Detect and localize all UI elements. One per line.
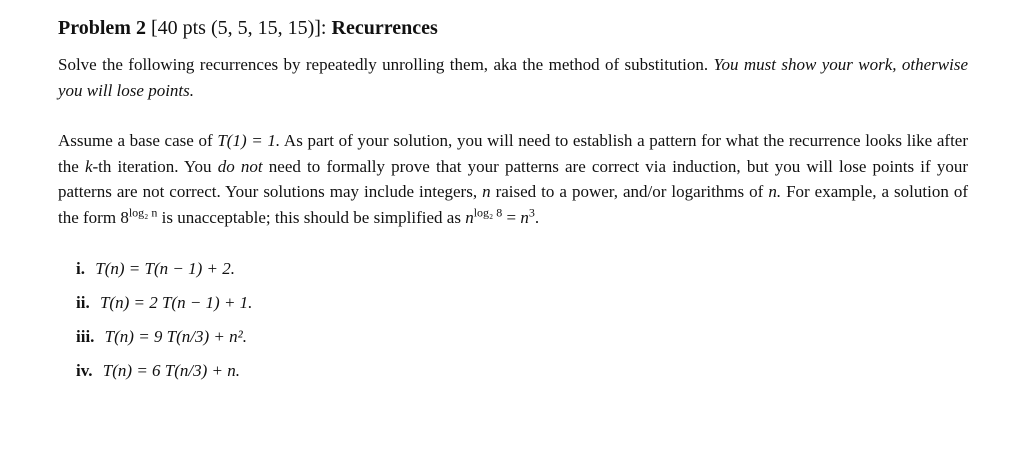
instructions-part2: As part of your solution, you will need to establish a pattern for what the recurrence looks like after the <box>58 131 969 176</box>
recurrence-equation: T(n) = 6 T(n/3) + n. <box>102 361 241 380</box>
good-form-exponent: log₂ 8 <box>473 204 503 219</box>
n-variable: n <box>482 182 491 201</box>
recurrence-item <box>76 286 968 320</box>
bad-form-base: 8 <box>120 207 129 227</box>
intro-text: Solve the following recurrences by repeatedly unrolling them, aka the method of substitution. <box>58 55 709 74</box>
instructions-part1: Assume a base case of <box>58 131 213 150</box>
recurrence-item <box>76 354 968 388</box>
problem-label: Problem 2 <box>58 17 146 39</box>
recurrence-number: i. <box>76 259 85 278</box>
problem-document <box>58 10 968 388</box>
instructions-part6: For example, a solution of the form <box>58 182 968 227</box>
k-variable: k <box>84 156 93 176</box>
problem-heading <box>58 10 968 46</box>
recurrence-number: ii. <box>76 293 90 312</box>
bad-form-expression <box>120 204 158 227</box>
recurrence-equation: T(n) = 2 T(n − 1) + 1. <box>99 293 253 312</box>
n-variable-2: n. <box>768 182 782 201</box>
base-case: T(1) = 1. <box>217 131 281 150</box>
problem-title: Recurrences <box>331 17 438 39</box>
recurrence-equation: T(n) = T(n − 1) + 2. <box>95 259 235 278</box>
instructions-paragraph <box>58 128 968 230</box>
intro-paragraph <box>58 52 968 103</box>
recurrence-number: iv. <box>76 361 93 380</box>
bad-form-exponent: log₂ n <box>128 204 158 219</box>
instructions-part3: -th iteration. You <box>92 156 212 176</box>
instructions-part5: raised to a power, and/or logarithms of <box>495 182 764 201</box>
recurrence-equation: T(n) = 9 T(n/3) + n². <box>104 327 247 346</box>
intro-warning: You must show your work, otherwise you will lose points. <box>58 55 969 100</box>
problem-points: [40 pts (5, 5, 15, 15)]: <box>150 17 327 39</box>
instructions-part7: is unacceptable; this should be simplified as <box>161 207 461 227</box>
recurrence-item <box>76 320 968 354</box>
good-form-expression <box>465 204 540 227</box>
result-base: n <box>520 207 529 227</box>
recurrence-number: iii. <box>76 327 95 346</box>
final-period: . <box>534 207 540 227</box>
recurrence-list <box>58 252 968 388</box>
good-form-base: n <box>465 207 474 227</box>
result-exponent: 3 <box>528 204 535 219</box>
recurrence-item <box>76 252 968 286</box>
equals-sign: = <box>506 207 517 227</box>
instructions-part4: need to formally prove that your patterns are correct via induction, but you will lose points if your patterns are not correct. Your solutions may include integers, <box>58 156 968 201</box>
do-not-emphasis: do not <box>217 156 263 176</box>
